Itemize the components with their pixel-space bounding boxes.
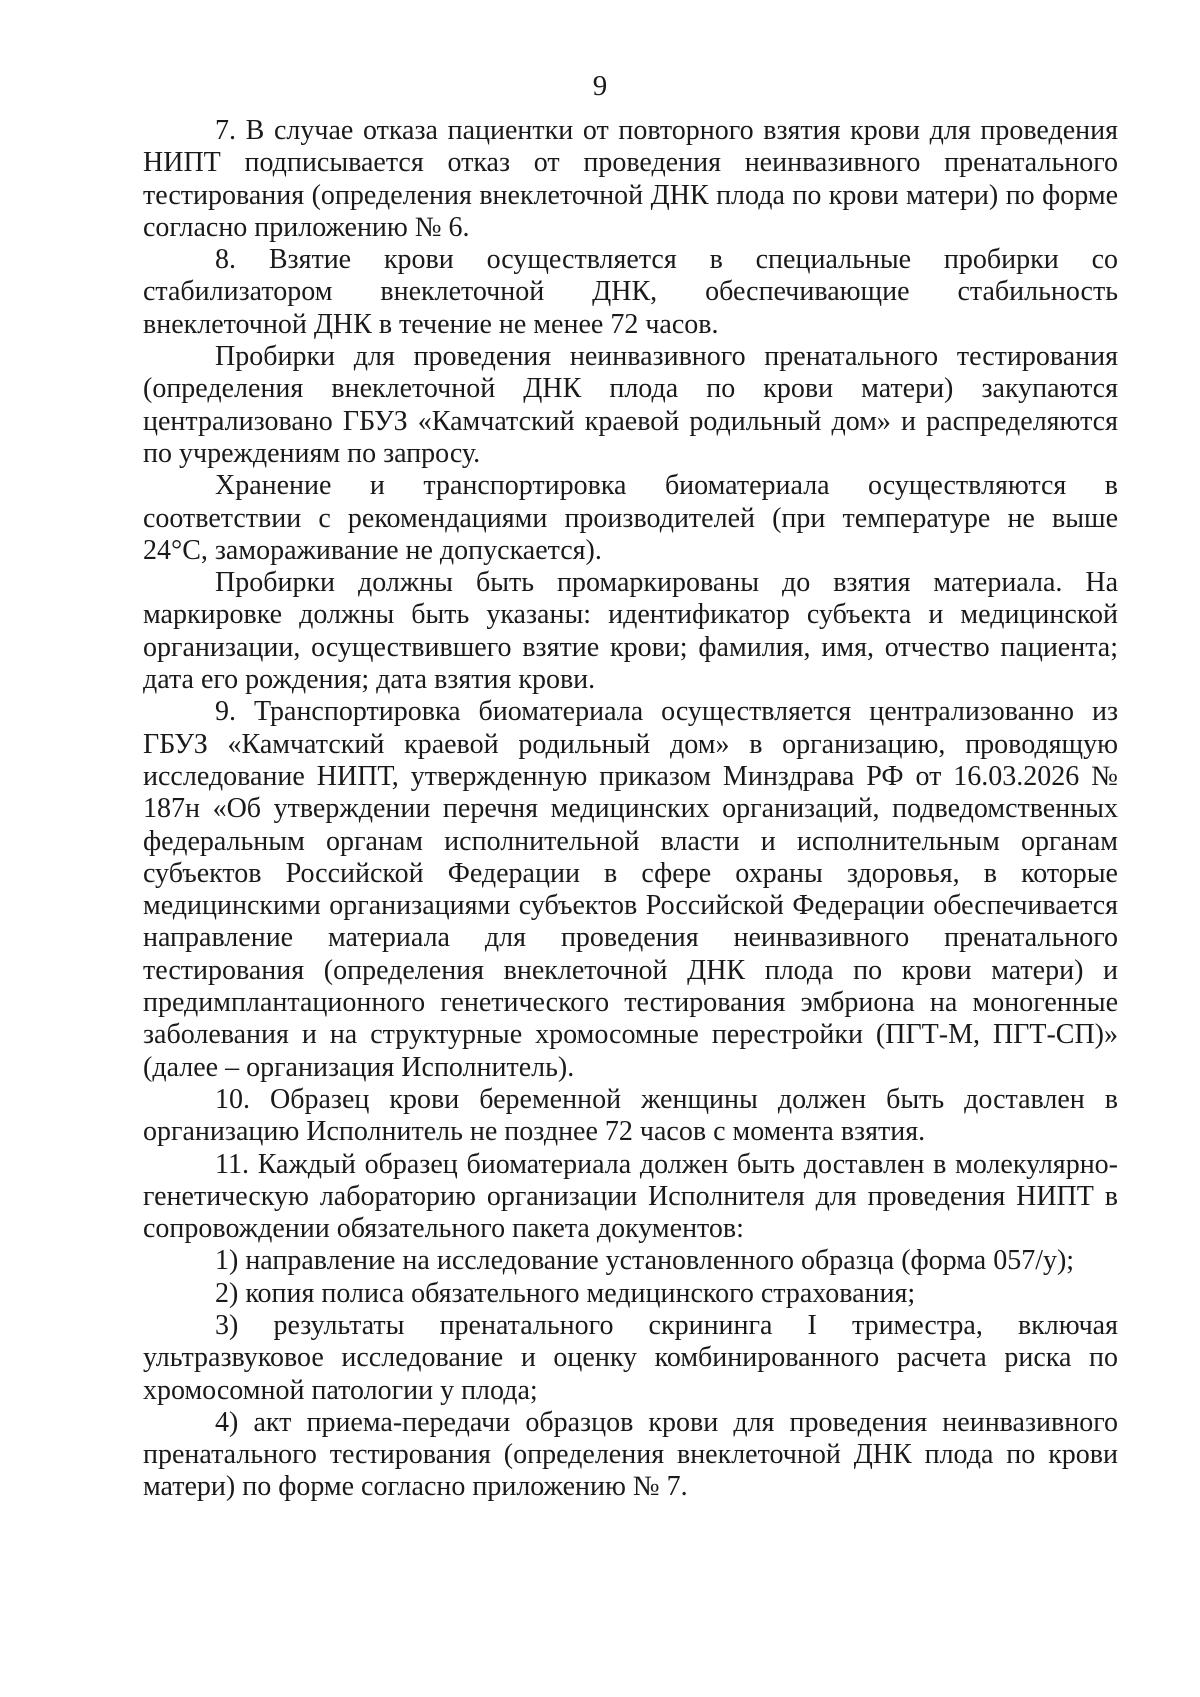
page-number: 9	[592, 70, 608, 102]
paragraph-tube-labeling: Пробирки должны быть промаркированы до взятия материала. На маркировке должны быть указаны: идентификатор субъекта и медицинской организации, осуществившего взятие крови; фамилия, имя, отчество пациента; дата его рождения; дата взятия крови.	[143, 567, 1118, 696]
document-body	[143, 115, 1118, 1504]
paragraph-test-tubes-procurement: Пробирки для проведения неинвазивного пренатального тестирования (определения внеклеточной ДНК плода по крови матери) закупаются централизовано ГБУЗ «Камчатский краевой родильный дом» и распределяются по учреждениям по запросу.	[143, 341, 1118, 469]
list-item-2-insurance: 2) копия полиса обязательного медицинского страхования;	[215, 1277, 916, 1309]
list-item-4-transfer-act: 4) акт приема-передачи образцов крови для проведения неинвазивного пренатального тестирования (определения внеклеточной ДНК плода по крови матери) по форме согласно приложению № 7.	[143, 1406, 1118, 1503]
list-item-3-screening: 3) результаты пренатального скрининга I триместра, включая ультразвуковое исследование и оценку комбинированного расчета риска по хромосомной патологии у плода;	[143, 1309, 1118, 1406]
paragraph-item-10: 10. Образец крови беременной женщины должен быть доставлен в организацию Исполнитель не позднее 72 часов с момента взятия.	[143, 1083, 1118, 1148]
paragraph-item-11: 11. Каждый образец биоматериала должен быть доставлен в молекулярно-генетическую лабораторию организации Исполнителя для проведения НИПТ в сопровождении обязательного пакета документов:	[143, 1148, 1118, 1245]
paragraph-item-9: 9. Транспортировка биоматериала осуществляется централизованно из ГБУЗ «Камчатский краевой родильный дом» в организацию, проводящую исследование НИПТ, утвержденную приказом Минздрава РФ от 16.03.2026 № 187н «Об утверждении перечня медицинских организаций, подведомственных федеральным органам исполнительной власти и исполнительным органам субъектов Российской Федерации в сфере охраны здоровья, в которые медицинскими организациями субъектов Российской Федерации обеспечивается направление материала для проведения неинвазивного пренатального тестирования (определения внеклеточной ДНК плода по крови матери) и предимплантационного генетического тестирования эмбриона на моногенные заболевания и на структурные хромосомные перестройки (ПГТ-М, ПГТ-СП)» (далее – организация Исполнитель).	[143, 696, 1118, 1083]
paragraph-item-8: 8. Взятие крови осуществляется в специальные пробирки со стабилизатором внеклеточной ДНК, обеспечивающие стабильность внеклеточной ДНК в течение не менее 72 часов.	[143, 244, 1118, 340]
paragraph-item-7: 7. В случае отказа пациентки от повторного взятия крови для проведения НИПТ подписывается отказ от проведения неинвазивного пренатального тестирования (определения внеклеточной ДНК плода по крови матери) по форме согласно приложению № 6.	[143, 115, 1118, 243]
paragraph-storage-transport: Хранение и транспортировка биоматериала осуществляются в соответствии с рекомендациями производителей (при температуре не выше 24°С, замораживание не допускается).	[143, 470, 1118, 566]
list-item-1-referral: 1) направление на исследование установленного образца (форма 057/у);	[215, 1245, 1075, 1277]
